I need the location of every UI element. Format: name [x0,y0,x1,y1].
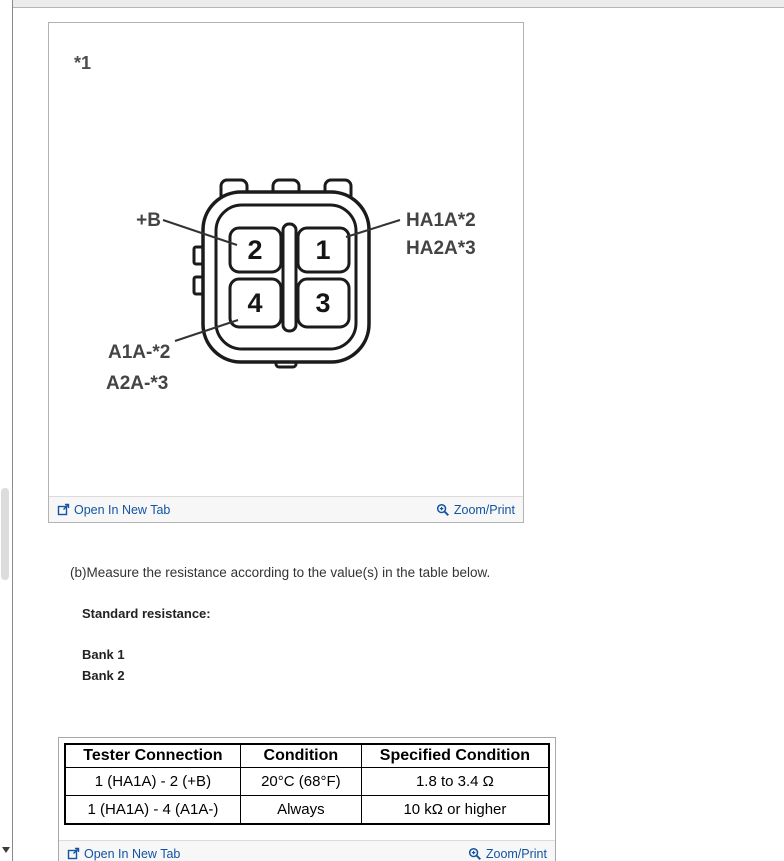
connector-keyway [283,224,296,331]
resistance-table-panel [58,737,556,861]
label-ha1a: HA1A*2 [406,210,476,231]
open-in-new-tab-icon [67,847,80,860]
bank2-label: Bank 2 [82,668,125,683]
zoom-print-label: Zoom/Print [485,846,547,861]
scrollbar-thumb[interactable] [1,488,9,580]
resistance-table [64,743,550,825]
pin-number-1: 1 [315,235,331,265]
figure-footer-bar [49,496,523,522]
pin-number-4: 4 [247,288,263,318]
step-b-text: (b)Measure the resistance according to the value(s) in the table below. [70,565,491,580]
zoom-icon [436,503,450,517]
open-in-new-tab-link[interactable] [67,847,180,861]
top-scrollbar-track [13,0,784,8]
zoom-print-label: Zoom/Print [453,502,515,517]
left-scrollbar-track[interactable] [0,0,13,861]
zoom-print-link[interactable] [436,503,515,517]
table-footer-bar [59,840,555,861]
zoom-print-link[interactable] [468,847,547,861]
connector-figure-panel [48,22,524,523]
open-in-new-tab-link[interactable] [57,503,170,517]
col-header-tester-connection: Tester Connection [65,744,240,768]
table-cell: 1 (HA1A) - 2 (+B) [65,768,240,796]
table-cell: 20°C (68°F) [240,768,361,796]
label-a1a: A1A-*2 [108,342,171,363]
scrollbar-down-arrow-icon[interactable] [2,847,10,853]
bank1-label: Bank 1 [82,647,125,662]
pin-number-3: 3 [315,288,331,318]
open-in-new-tab-icon [57,503,70,516]
label-plus-b: +B [136,210,161,231]
table-cell: 1 (HA1A) - 4 (A1A-) [65,796,240,825]
table-row [65,768,549,796]
table-cell: 10 kΩ or higher [361,796,549,825]
open-in-new-tab-label: Open In New Tab [84,846,181,861]
label-a2a: A2A-*3 [106,373,169,394]
table-cell: 1.8 to 3.4 Ω [361,768,549,796]
figure-note: *1 [74,53,92,73]
standard-resistance-label: Standard resistance: [82,606,211,621]
zoom-icon [468,847,482,861]
connector-diagram [49,23,523,496]
table-header-row [65,744,549,768]
open-in-new-tab-label: Open In New Tab [74,502,171,517]
col-header-specified-condition: Specified Condition [361,744,549,768]
label-ha2a: HA2A*3 [406,238,476,259]
col-header-condition: Condition [240,744,361,768]
pin-number-2: 2 [247,235,263,265]
connector-diagram-svg [49,23,523,496]
table-row [65,796,549,825]
table-cell: Always [240,796,361,825]
